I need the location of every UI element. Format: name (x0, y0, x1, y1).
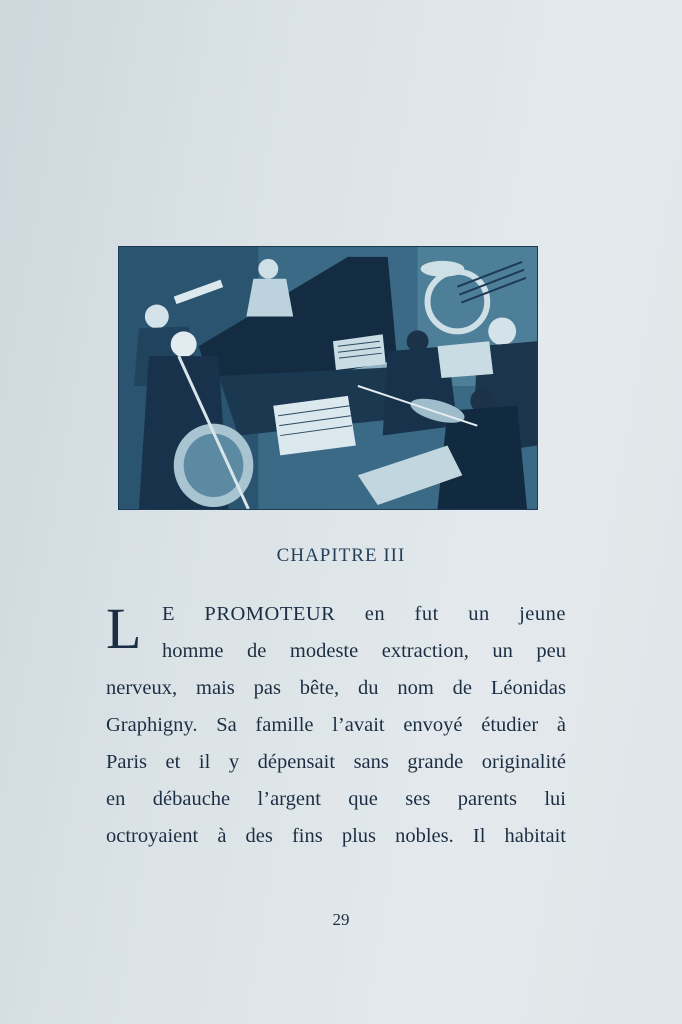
musicians-illustration (118, 246, 538, 510)
chapter-paragraph (106, 596, 566, 855)
drop-cap: L (106, 596, 142, 661)
paragraph-line-4: Graphigny. Sa famille l’avait envoyé étudier à (106, 714, 566, 736)
paragraph-line-2: homme de modeste extraction, un peu (162, 640, 566, 662)
paragraph-line-7: octroyaient à des fins plus nobles. Il habitait (106, 825, 566, 847)
paragraph-line-1: E PROMOTEUR en fut un jeune (162, 603, 566, 625)
paragraph-line-6: en débauche l’argent que ses parents lui (106, 788, 566, 810)
page-number: 29 (332, 910, 350, 929)
illustration-drawing (119, 247, 537, 509)
paragraph-line-5: Paris et il y dépensait sans grande originalité (106, 751, 566, 773)
paragraph-line-3: nerveux, mais pas bête, du nom de Léonidas (106, 677, 566, 699)
chapter-title: CHAPITRE III (276, 545, 406, 566)
